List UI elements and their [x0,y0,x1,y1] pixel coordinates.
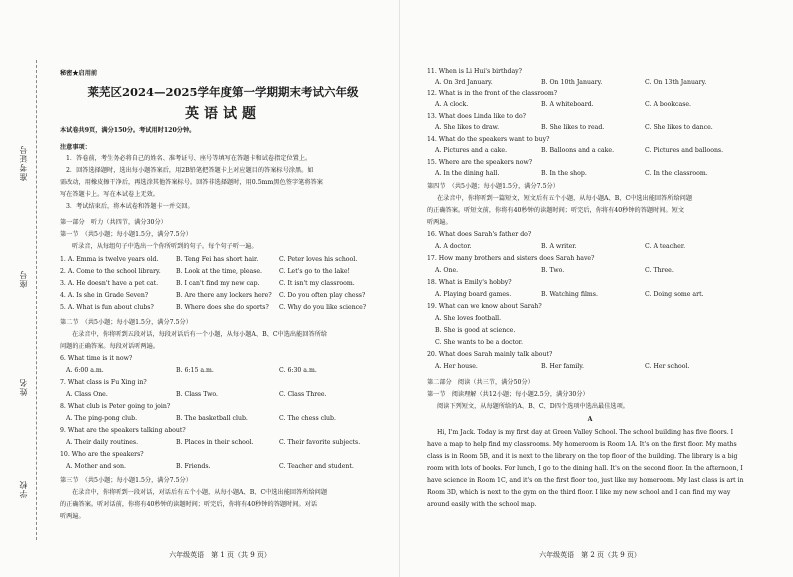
q6-c: C. 6:30 a.m. [279,367,317,374]
q1-b: B. Teng Fei has short hair. [176,256,259,263]
q3-c: C. It isn't my classroom. [279,280,355,287]
exam-title: 莱芜区2024—2025学年度第一学期期末考试六年级 [87,85,359,99]
passage-line-7: around easily with the school map. [427,501,537,508]
notice-title: 注意事项： [60,144,91,151]
q16-b: B. A writer. [541,243,577,250]
q9-c: C. Their favorite subjects. [279,439,361,446]
part-2-heading: 第二部分 阅读（共三节，满分50分） [427,379,534,386]
q5-a: 5. A. What is fun about clubs? [60,304,154,311]
exam-info: 本试卷共9页，满分150分。考试用时120分钟。 [60,127,196,134]
q15-a: A. In the dining hall. [435,170,500,177]
binding-label-seat: 座号 [19,270,28,288]
q8-question: 8. What club is Peter going to join? [60,403,171,410]
binding-label-exam-number: 准考证号 [19,145,28,181]
passage-line-4: room with lots of books. For lunch, I go to the dining hall. It's on the second floor. In the afternoon, I [427,465,743,472]
q19-question: 19. What can we know about Sarah? [427,303,542,310]
q18-c: C. Doing some art. [645,291,704,298]
q6-a: A. 6:00 a.m. [66,367,104,374]
q7-b: B. Class Two. [176,391,218,398]
section-2-instructions-b: 问题的正确答案。每段对话听两遍。 [60,343,159,350]
reading-section-1-heading: 第一节 阅读理解（共12小题；每小题2.5分，满分30分） [427,391,589,398]
q18-question: 18. What is Emily's hobby? [427,279,512,286]
section-4-instructions-b: 的正确答案。听短文前，你将有40秒钟的读题时间；听完后，你将有40秒钟的答题时间。短文 [427,207,685,214]
notice-1: 1．答卷前，考生务必将自己的姓名、准考证号、座号等填写在答题卡和试卷指定位置上。 [66,155,312,162]
q12-b: B. A whiteboard. [541,101,594,108]
q20-b: B. Her family. [541,363,584,370]
q16-a: A. A doctor. [435,243,472,250]
q6-b: B. 6:15 a.m. [176,367,214,374]
q9-a: A. Their daily routines. [66,439,139,446]
binding-dashed-line [36,60,37,540]
q7-c: C. Class Three. [279,391,327,398]
q8-c: C. The chess club. [279,415,336,422]
q15-question: 15. Where are the speakers now? [427,159,533,166]
q16-question: 16. What does Sarah's father do? [427,231,532,238]
q19-a: A. She loves football. [435,315,502,322]
section-2-heading: 第二节 （共5小题；每小题1.5分，满分7.5分） [60,319,192,326]
passage-line-6: Room 3D, which is next to the gym on the third floor. I like my new school and I can find my way [427,489,731,496]
page-1-footer: 六年级英语 第 1 页（共 9 页） [169,551,271,559]
q7-question: 7. What class is Fu Xing in? [60,379,147,386]
q3-a: 3. A. He doesn't have a pet cat. [60,280,159,287]
part-1-heading: 第一部分 听力（共四节，满分30分） [60,219,167,226]
q19-b: B. She is good at science. [435,327,516,334]
exam-subtitle: 英语试题 [185,106,261,122]
q12-a: A. A clock. [435,101,469,108]
q6-question: 6. What time is it now? [60,355,133,362]
q4-b: B. Are there any lockers here? [176,292,272,299]
q4-c: C. Do you often play chess? [279,292,366,299]
q19-c: C. She wants to be a doctor. [435,339,523,346]
q1-a: 1. A. Emma is twelve years old. [60,256,159,263]
q9-b: B. Places in their school. [176,439,254,446]
q11-b: B. On 10th January. [541,79,603,86]
section-3-instructions-c: 听两遍。 [60,513,85,520]
q14-b: B. Balloons and a cake. [541,147,615,154]
passage-line-5: have science in Room 1C, and it's on the first floor too, just like my homeroom. My last class is art in [427,477,744,484]
section-1-heading: 第一节 （共5小题；每小题1.5分，满分7.5分） [60,231,192,238]
passage-line-2: have a map to help find my classrooms. My homeroom is Room 1A. It's on the first floor. My maths [427,441,737,448]
confidential-mark: 秘密★启用前 [60,70,98,77]
section-3-heading: 第三节 （共5小题；每小题1.5分，满分7.5分） [60,477,192,484]
q12-c: C. A bookcase. [645,101,692,108]
q2-b: B. Look at the time, please. [176,268,263,275]
section-4-instructions-a: 在录音中，你将听到一篇短文，短文后有五个小题，从每小题A、B、C中选出能回答所给问题 [437,195,693,202]
q14-question: 14. What do the speakers want to buy? [427,136,550,143]
q4-a: 4. A. Is she in Grade Seven? [60,292,149,299]
q7-a: A. Class One. [66,391,108,398]
q15-c: C. In the classroom. [645,170,708,177]
q14-a: A. Pictures and a cake. [435,147,508,154]
q17-question: 17. How many brothers and sisters does Sarah have? [427,255,595,262]
notice-3: 3．考试结束后，将本试卷和答题卡一并交回。 [66,203,194,210]
q13-question: 13. What does Linda like to do? [427,113,526,120]
q20-question: 20. What does Sarah mainly talk about? [427,351,553,358]
q16-c: C. A teacher. [645,243,686,250]
q10-b: B. Friends. [176,463,211,470]
page-2 [400,0,793,577]
passage-line-1: Hi, I'm Jack. Today is my first day at Green Valley School. The school building has five floors. I [437,429,734,436]
q18-b: B. Watching films. [541,291,598,298]
binding-strip [0,60,52,540]
section-4-heading: 第四节 （共5小题；每小题1.5分，满分7.5分） [427,183,559,190]
q13-a: A. She likes to draw. [435,124,500,131]
notice-2c: 写在答题卡上。写在本试卷上无效。 [60,191,159,198]
q10-a: A. Mother and son. [66,463,126,470]
passage-label: A [587,416,593,423]
q9-question: 9. What are the speakers talking about? [60,427,186,434]
notice-2a: 2．回答选择题时，选出每小题答案后，用2B铅笔把答题卡上对应题目的答案标号涂黑。如 [66,167,314,174]
q17-b: B. Two. [541,267,565,274]
q18-a: A. Playing board games. [435,291,512,298]
q15-b: B. In the shop. [541,170,587,177]
q13-c: C. She likes to dance. [645,124,713,131]
q1-c: C. Peter loves his school. [279,256,358,263]
q20-a: A. Her house. [435,363,478,370]
passage-line-3: class is in Room 5B, and it is next to the library on the top floor of the building. The library is a big [427,453,738,460]
notice-2b: 需改动，用橡皮擦干净后，再选涂其他答案标号。回答非选择题时，用0.5mm黑色签字笔将答案 [60,179,323,186]
q11-a: A. On 3rd January. [435,79,493,86]
q20-c: C. Her school. [645,363,690,370]
section-3-instructions-b: 的正确答案。听对话前，你将有40秒钟的读题时间；听完后，你将有40秒钟的答题时间。对话 [60,501,318,508]
q17-a: A. One. [435,267,459,274]
section-4-instructions-c: 听两遍。 [427,219,452,226]
q11-c: C. On 13th January. [645,79,707,86]
q2-a: 2. A. Come to the school library. [60,268,161,275]
q8-a: A. The ping-pong club. [66,415,138,422]
q12-question: 12. What is in the front of the classroom? [427,90,558,97]
reading-instructions: 阅读下列短文，从每题所给的A、B、C、D四个选项中选出最佳选项。 [437,403,629,410]
q5-c: C. Why do you like science? [279,304,367,311]
q10-c: C. Teacher and student. [279,463,354,470]
binding-label-school: 学校 [19,480,28,498]
q2-c: C. Let's go to the lake! [279,268,351,275]
q14-c: C. Pictures and balloons. [645,147,724,154]
binding-label-name: 姓名 [19,378,28,396]
q5-b: B. Where does she do sports? [176,304,269,311]
page-2-footer: 六年级英语 第 2 页（共 9 页） [539,551,641,559]
q3-b: B. I can't find my new cap. [176,280,260,287]
q17-c: C. Three. [645,267,674,274]
section-1-instructions: 听录音，从每组句子中选出一个你所听到的句子。每个句子听一遍。 [72,243,258,250]
q10-question: 10. Who are the speakers? [60,451,144,458]
section-2-instructions-a: 在录音中，你将听到五段对话，每段对话后有一个小题，从每小题A、B、C中选出能回答所给 [72,331,328,338]
q11-question: 11. When is Li Hui's birthday? [427,68,522,75]
q8-b: B. The basketball club. [176,415,248,422]
section-3-instructions-a: 在录音中，你将听到一段对话，对话后有五个小题，从每小题A、B、C中选出能回答所给问题 [72,489,328,496]
q13-b: B. She likes to read. [541,124,605,131]
